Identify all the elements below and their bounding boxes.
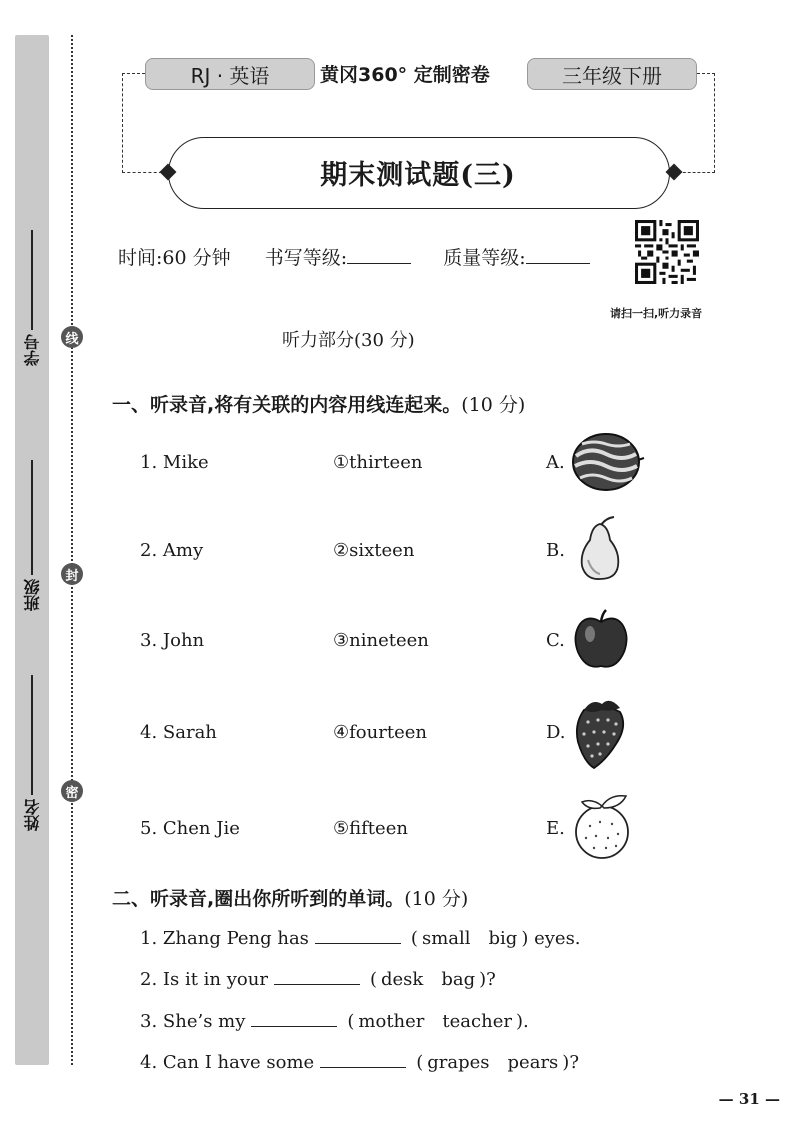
header-dash-right-vert <box>714 73 715 173</box>
fill-item <box>140 969 496 990</box>
fill-item-tail: . <box>523 1011 529 1032</box>
match-number: ②sixteen <box>333 540 415 561</box>
option-open-paren: ( <box>416 1052 424 1073</box>
name-label: 姓名 <box>22 799 42 831</box>
fill-item-text: 1. Zhang Peng has <box>140 928 309 949</box>
match-name: 5. Chen Jie <box>140 818 240 839</box>
qr-caption: 请扫一扫,听力录音 <box>610 307 703 320</box>
match-number: ⑤fifteen <box>333 818 408 839</box>
fill-item-tail: ? <box>486 969 496 990</box>
option-close-paren: ) <box>515 1011 524 1032</box>
fill-item-text: 4. Can I have some <box>140 1052 315 1073</box>
match-letter: E. <box>546 818 565 839</box>
option-open-paren: ( <box>369 969 377 990</box>
fill-item <box>140 1052 579 1073</box>
match-name: 1. Mike <box>140 452 209 473</box>
header-dash-left-vert <box>122 73 123 173</box>
orange-icon <box>570 792 642 862</box>
fill-item-tail: ? <box>569 1052 579 1073</box>
writing-grade-label: 书写等级: <box>264 247 348 269</box>
grade-badge: 三年级下册 <box>527 58 697 90</box>
section2-instruction: 二、听录音,圈出你所听到的单词。 <box>112 888 405 910</box>
match-row <box>0 610 794 700</box>
fill-item-text: 2. Is it in your <box>140 969 268 990</box>
match-name: 3. John <box>140 630 205 651</box>
page-number: — 31 — <box>718 1090 780 1108</box>
apple-icon <box>570 608 632 672</box>
match-row <box>0 702 794 792</box>
word-option[interactable]: bag <box>441 969 476 990</box>
option-close-paren: ) <box>479 969 487 990</box>
match-row <box>0 520 794 610</box>
match-letter: D. <box>546 722 566 743</box>
match-letter: A. <box>546 452 565 473</box>
match-number: ①thirteen <box>333 452 423 473</box>
answer-blank[interactable] <box>251 1026 337 1027</box>
fill-item <box>140 928 581 949</box>
word-option[interactable]: teacher <box>442 1011 512 1032</box>
seal-secret: 密 <box>61 780 83 802</box>
match-letter: C. <box>546 630 565 651</box>
answer-blank[interactable] <box>320 1067 406 1068</box>
fill-item <box>140 1011 529 1032</box>
quality-grade-label: 质量等级: <box>443 247 526 269</box>
header-dash-left-bottom <box>122 172 162 173</box>
option-open-paren: ( <box>410 928 418 949</box>
seal-line: 线 <box>61 326 83 348</box>
student-id-field[interactable] <box>15 230 49 366</box>
page-title: 期末测试题(三) <box>320 159 516 191</box>
quality-grade-blank[interactable] <box>526 263 590 264</box>
section1-title <box>112 390 525 417</box>
qr-code-icon[interactable] <box>635 220 699 284</box>
answer-blank[interactable] <box>315 943 401 944</box>
header-dash-left <box>122 73 145 74</box>
option-close-paren: ) <box>562 1052 570 1073</box>
answer-blank[interactable] <box>274 984 360 985</box>
strawberry-icon <box>570 694 634 770</box>
match-number: ③nineteen <box>333 630 429 651</box>
exam-info <box>118 243 590 270</box>
fill-item-text: 3. She’s my <box>140 1011 246 1032</box>
brand-text: 黄冈360° 定制密卷 <box>320 64 490 86</box>
option-close-paren: ) <box>521 928 529 949</box>
word-option[interactable]: mother <box>358 1011 425 1032</box>
section1-points: (10 分) <box>461 394 526 416</box>
match-letter: B. <box>546 540 565 561</box>
header-dash-right <box>697 73 715 74</box>
match-name: 2. Amy <box>140 540 204 561</box>
student-id-label: 学号 <box>22 334 42 366</box>
match-name: 4. Sarah <box>140 722 217 743</box>
option-open-paren: ( <box>347 1011 355 1032</box>
class-label: 班级 <box>22 579 42 611</box>
header-dash-right-bottom <box>678 172 715 173</box>
fill-item-tail: eyes. <box>534 928 581 949</box>
word-option[interactable]: pears <box>507 1052 559 1073</box>
word-option[interactable]: desk <box>380 969 424 990</box>
word-option[interactable]: grapes <box>427 1052 490 1073</box>
match-row <box>0 432 794 522</box>
section2-title <box>112 884 468 911</box>
match-number: ④fourteen <box>333 722 427 743</box>
seal-seal: 封 <box>61 563 83 585</box>
time-limit: 时间:60 分钟 <box>118 247 231 269</box>
subject-badge: RJ · 英语 <box>145 58 315 90</box>
writing-grade-blank[interactable] <box>347 263 411 264</box>
section1-instruction: 一、听录音,将有关联的内容用线连起来。 <box>112 394 462 416</box>
section2-points: (10 分) <box>404 888 469 910</box>
word-option[interactable]: big <box>488 928 518 949</box>
pear-icon <box>570 516 630 582</box>
word-option[interactable]: small <box>421 928 471 949</box>
match-row <box>0 798 794 888</box>
watermelon-icon <box>570 432 646 494</box>
listening-part-title: 听力部分(30 分) <box>282 330 415 351</box>
